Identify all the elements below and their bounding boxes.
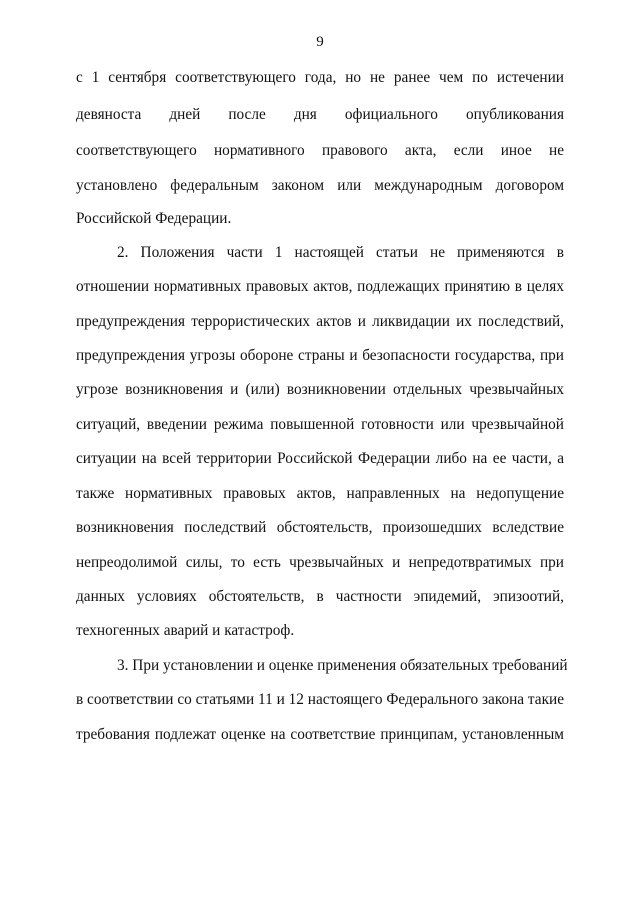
text-line: девяноста дней после дня официального опубликования bbox=[76, 106, 564, 123]
text-line: предупреждения угрозы обороне страны и безопасности государства, при bbox=[76, 347, 564, 364]
text-line: в соответствии со статьями 11 и 12 настоящего Федерального закона такие bbox=[76, 691, 564, 708]
page-number: 9 bbox=[316, 34, 324, 50]
text-line: ситуаций, введении режима повышенной готовности или чрезвычайной bbox=[76, 416, 564, 433]
text-line: ситуации на всей территории Российской Федерации либо на ее части, а bbox=[76, 450, 564, 467]
paragraph-first-line: 2. Положения части 1 настоящей статьи не применяются в bbox=[117, 244, 564, 261]
text-line: предупреждения террористических актов и ликвидации их последствий, bbox=[76, 313, 564, 330]
text-line: данных условиях обстоятельств, в частности эпидемий, эпизоотий, bbox=[76, 588, 564, 605]
text-line: угрозе возникновения и (или) возникновении отдельных чрезвычайных bbox=[76, 381, 564, 398]
text-line: требования подлежат оценке на соответствие принципам, установленным bbox=[76, 726, 564, 743]
text-line: с 1 сентября соответствующего года, но не ранее чем по истечении bbox=[76, 69, 564, 86]
text-line-last: Российской Федерации. bbox=[76, 210, 232, 227]
text-line: возникновения последствий обстоятельств, произошедших вследствие bbox=[76, 519, 564, 536]
paragraph-first-line: 3. При установлении и оценке применения обязательных требований bbox=[117, 657, 568, 674]
text-line: соответствующего нормативного правового акта, если иное не bbox=[76, 142, 564, 159]
text-line: установлено федеральным законом или международным договором bbox=[76, 177, 564, 194]
text-line: также нормативных правовых актов, направленных на недопущение bbox=[76, 485, 564, 502]
text-line: отношении нормативных правовых актов, подлежащих принятию в целях bbox=[76, 278, 564, 295]
text-line-last: техногенных аварий и катастроф. bbox=[76, 622, 295, 639]
text-line: непреодолимой силы, то есть чрезвычайных и непредотвратимых при bbox=[76, 554, 564, 571]
